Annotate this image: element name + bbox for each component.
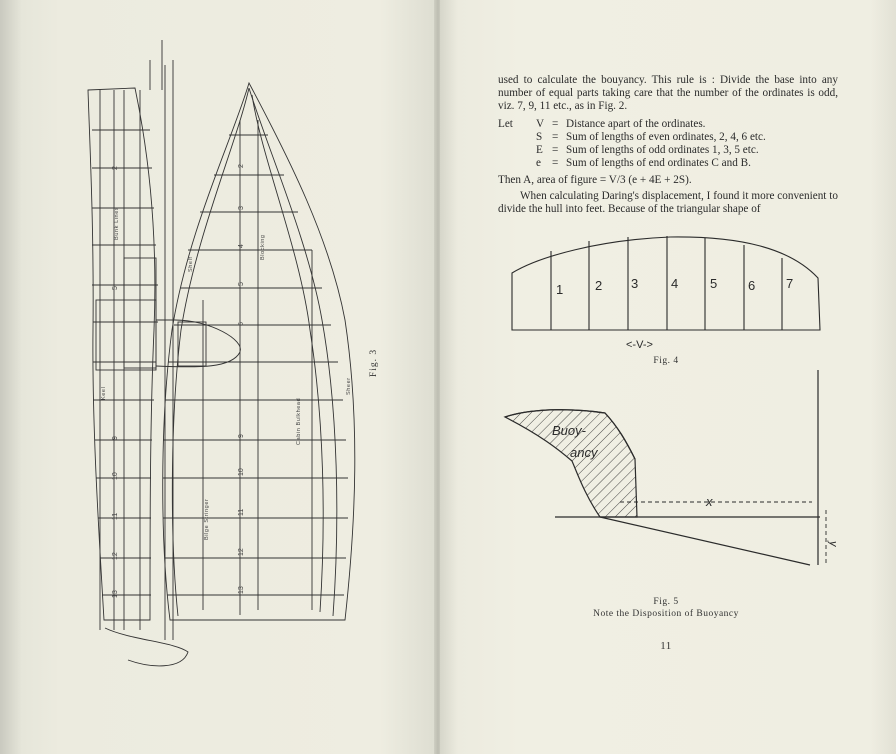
ordinate-label: 2 xyxy=(595,278,603,293)
definition-row: E = Sum of lengths of odd ordinates 1, 3, 5 etc. xyxy=(536,144,759,156)
svg-text:6: 6 xyxy=(238,322,245,326)
svg-text:2: 2 xyxy=(238,164,245,168)
fig5-caption: Fig. 5 xyxy=(653,597,679,607)
ordinate-label: 6 xyxy=(748,278,756,293)
fig4-caption: Fig. 4 xyxy=(653,356,679,366)
svg-text:10: 10 xyxy=(112,472,119,480)
shelf-label: Shelf xyxy=(188,256,194,272)
svg-text:13: 13 xyxy=(112,590,119,598)
body-paragraph: When calculating Daring's displacement, I found it more convenient to divide the hull into feet. Because of the triangular shape of xyxy=(498,190,838,215)
svg-text:11: 11 xyxy=(112,512,119,520)
right-page xyxy=(440,0,896,754)
intro-paragraph: used to calculate the bouyancy. This rule is : Divide the base into any number of equal parts taking care that the number of the ordinates is odd, viz. 7, 9, 11 etc., as in Fig. 2. xyxy=(498,74,838,112)
fig5-subcaption: Note the Disposition of Buoyancy xyxy=(593,609,739,619)
fig3-caption: Fig. 3 xyxy=(369,348,380,378)
svg-text:10: 10 xyxy=(238,468,245,476)
definition-row: Let V = Distance apart of the ordinates. xyxy=(498,118,706,130)
formula-line: Then A, area of figure = V/3 (e + 4E + 2S). xyxy=(498,174,692,186)
spacing-label: <-V-> xyxy=(626,339,653,351)
page-number: 11 xyxy=(660,640,672,652)
bunk-lines-label: Bunk Lines xyxy=(114,206,120,240)
ordinate-label: 4 xyxy=(671,276,679,291)
ordinate-label: 3 xyxy=(631,276,639,291)
svg-text:13: 13 xyxy=(238,586,245,594)
buoyancy-label-top: Buoy- xyxy=(552,423,586,438)
fig4-ordinates-diagram xyxy=(440,228,896,358)
buoyancy-label-bottom: ancy xyxy=(570,445,598,460)
blocking-label: Blocking xyxy=(260,234,266,260)
svg-text:12: 12 xyxy=(238,548,245,556)
left-page xyxy=(0,0,440,754)
svg-text:5: 5 xyxy=(112,286,119,290)
svg-text:2: 2 xyxy=(112,166,119,170)
x-label: x xyxy=(706,494,713,509)
bilge-stringer-label: Bilge Stringer xyxy=(204,498,210,540)
definition-row: e = Sum of lengths of end ordinates C and B. xyxy=(536,157,751,169)
svg-text:9: 9 xyxy=(238,434,245,438)
svg-text:9: 9 xyxy=(112,436,119,440)
ordinate-label: 5 xyxy=(710,276,718,291)
ordinate-label: 7 xyxy=(786,276,794,291)
svg-text:5: 5 xyxy=(238,282,245,286)
svg-text:4: 4 xyxy=(238,244,245,248)
cabin-bulkhead-label: Cabin Bulkhead xyxy=(296,397,302,445)
svg-text:3: 3 xyxy=(238,206,245,210)
fig5-buoyancy-diagram xyxy=(440,365,896,575)
y-label: y xyxy=(827,541,839,547)
svg-text:11: 11 xyxy=(238,508,245,516)
ordinate-label: 1 xyxy=(556,282,564,297)
keel-label: Keel xyxy=(101,386,107,400)
sheer-label: Sheer xyxy=(346,377,352,395)
svg-text:12: 12 xyxy=(112,552,119,560)
definition-row: S = Sum of lengths of even ordinates, 2, 4, 6 etc. xyxy=(536,131,766,143)
